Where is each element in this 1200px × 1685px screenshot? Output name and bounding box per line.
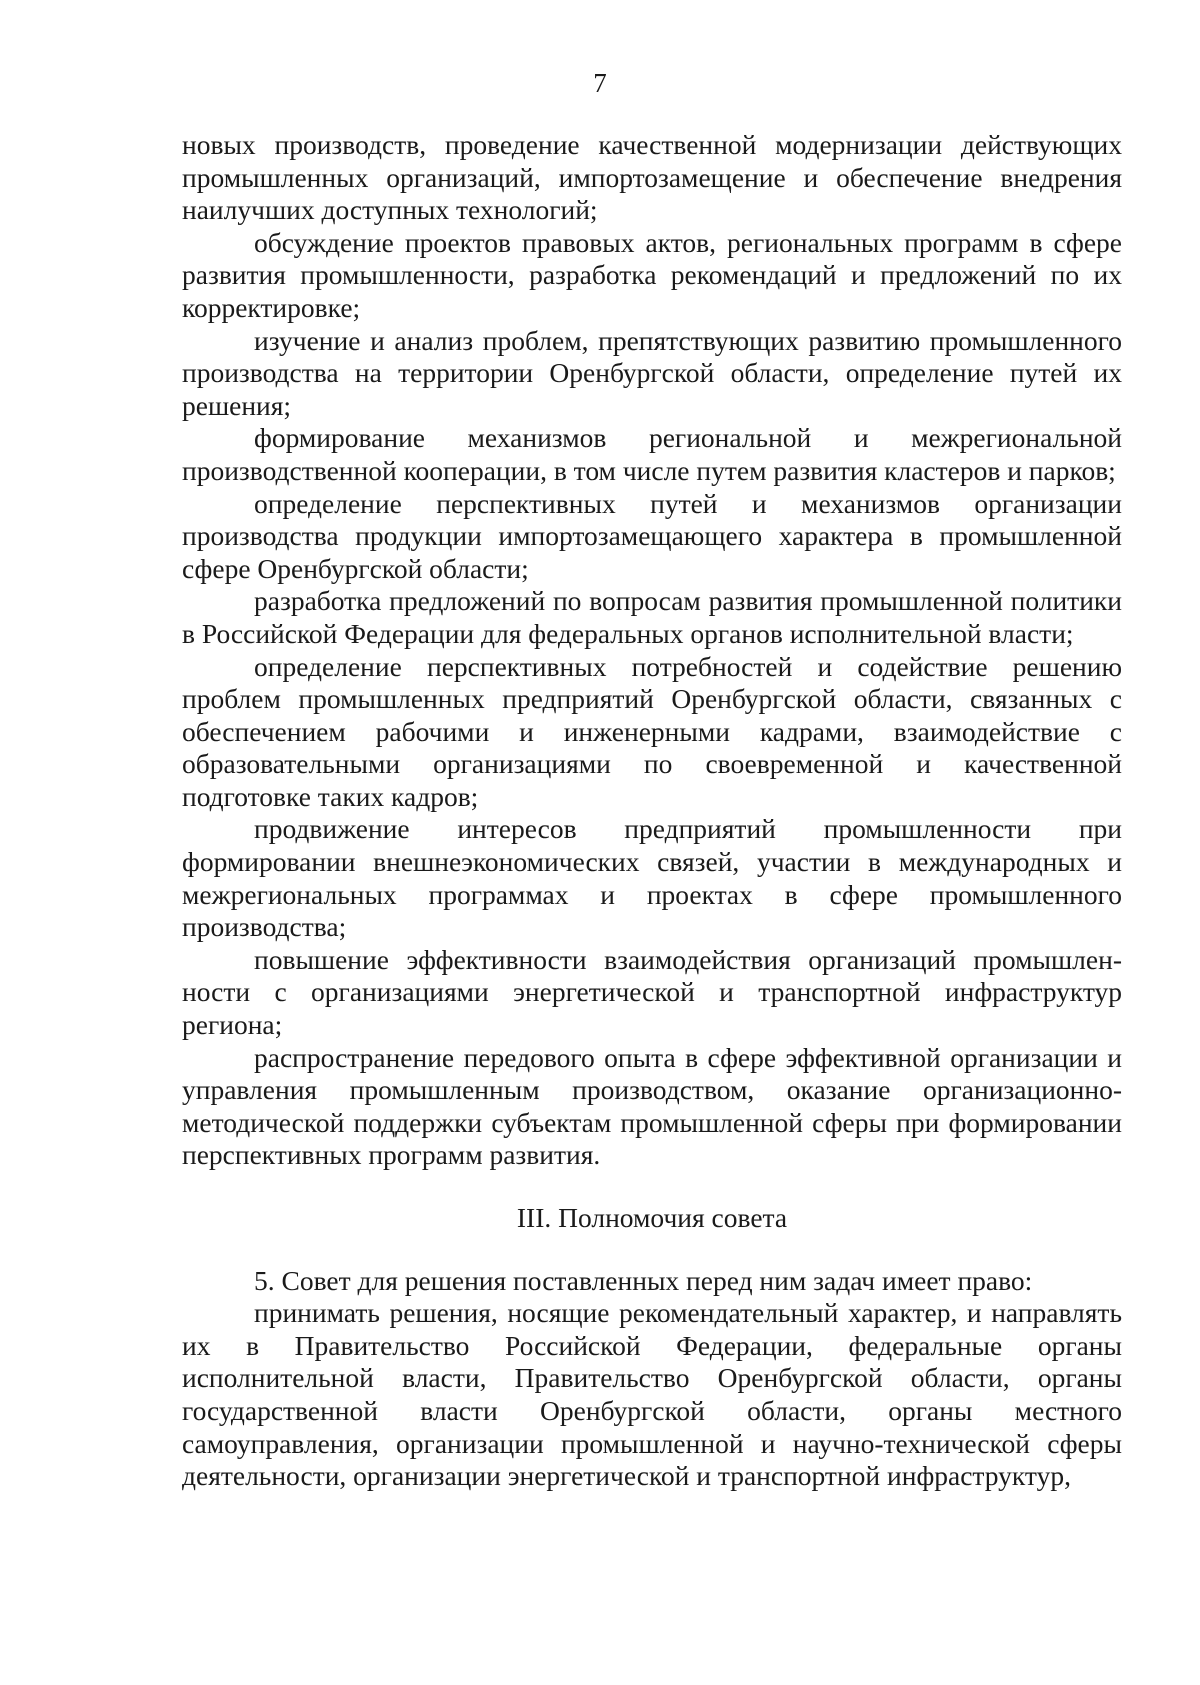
paragraph: принимать решения, носящие рекомендательный характер, и направлять их в Правительство Российской Федерации, федеральные органы исполнительной власти, Правительство Оренбургской области, органы государственной власти Оренбургской области, органы местного самоуправления, организации промышленной и научно-технической сферы деятельности, организации энергетической и транспортной инфраструктур, <box>182 1297 1122 1492</box>
paragraph: определение перспективных потребностей и содействие решению проблем промышленных предприятий Оренбургской области, связанных с обеспечением рабочими и инженерными кадрами, взаимодействие с образовательными организациями по своевременной и качественной подготовке таких кадров; <box>182 650 1122 812</box>
paragraph-continuation: новых производств, проведение качественной модернизации действующих промышленных организаций, импортозамещение и обеспечение внедрения наилучших доступных технологий; <box>182 129 1122 226</box>
paragraph-numbered: 5. Совет для решения поставленных перед ним задач имеет право: <box>254 1264 1033 1296</box>
page-number: 7 <box>593 68 607 98</box>
paragraph: продвижение интересов предприятий промышленности при формировании внешнеэкономических связей, участии в международных и межрегиональных программах и проектах в сфере промышленного производства; <box>182 813 1122 943</box>
paragraph: распространение передового опыта в сфере эффективной организации и управления промышленным производством, оказание организационно-методической поддержки субъектам промышленной сферы при формировании перспективных программ развития. <box>182 1041 1122 1171</box>
document-body <box>182 129 1122 1493</box>
paragraph: формирование механизмов региональной и межрегиональной производственной кооперации, в том числе путем развития кластеров и парков; <box>182 422 1122 486</box>
paragraph: повышение эффективности взаимодействия организаций промышленности с организациями энергетической и транспортной инфраструктур региона; <box>182 943 1122 1041</box>
paragraph: разработка предложений по вопросам развития промышленной политики в Российской Федерации для федеральных органов исполнительной власти; <box>182 585 1122 649</box>
paragraph: определение перспективных путей и механизмов организации производства продукции импортозамещающего характера в промышленной сфере Оренбургской области; <box>182 487 1122 584</box>
paragraph: изучение и анализ проблем, препятствующих развитию промышленного производства на территории Оренбургской области, определение путей их решения; <box>182 324 1122 421</box>
section-heading: III. Полномочия совета <box>516 1202 788 1233</box>
paragraph: обсуждение проектов правовых актов, региональных программ в сфере развития промышленности, разработка рекомендаций и предложений по их корректировке; <box>182 226 1122 323</box>
